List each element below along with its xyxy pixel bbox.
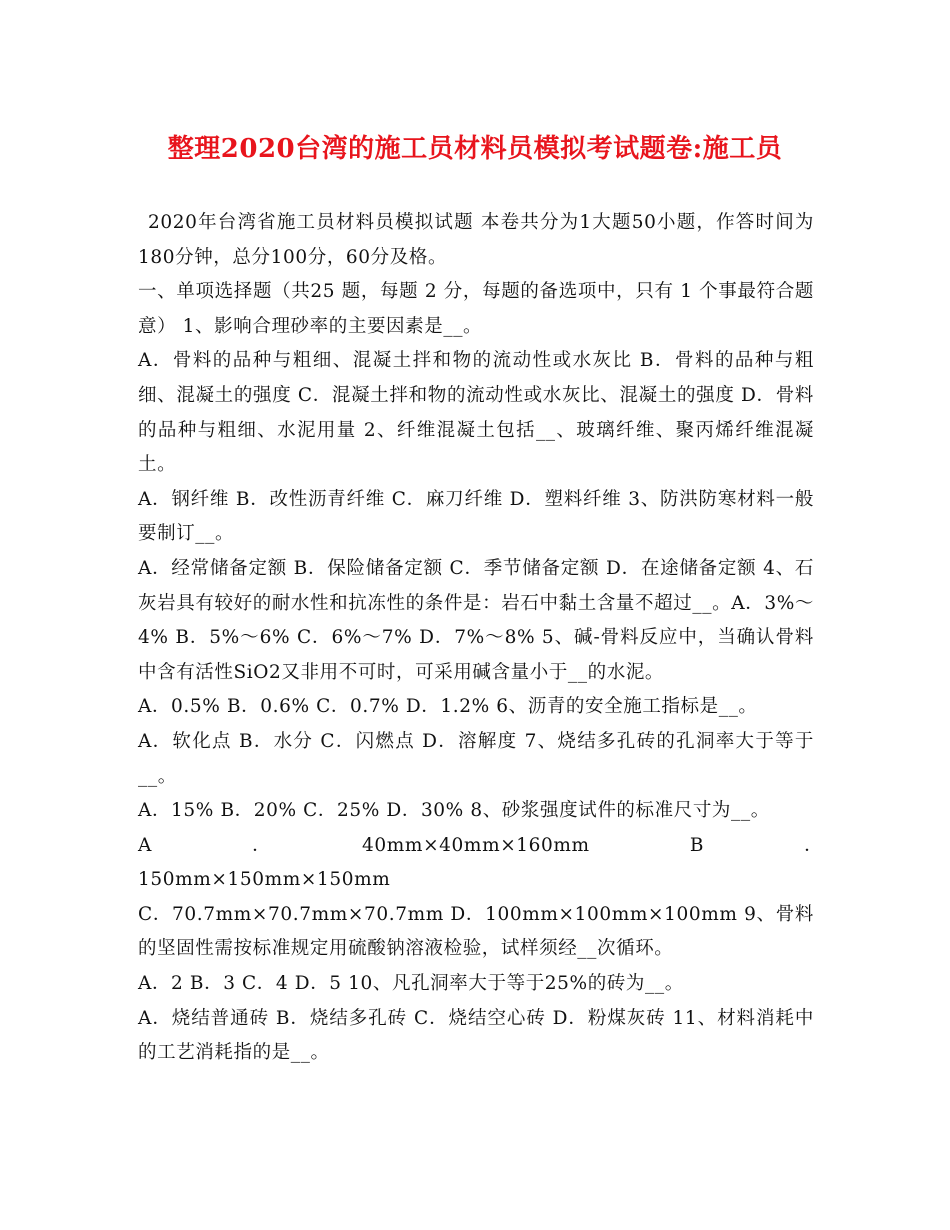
question-paragraph: A．2 B．3 C．4 D．5 10、凡孔洞率大于等于25%的砖为__。 xyxy=(138,973,684,995)
question-paragraph: A．15% B．20% C．25% D．30% 8、砂浆强度试件的标准尺寸为__。 xyxy=(138,800,770,822)
document-body xyxy=(138,206,853,1071)
question-paragraph: A．骨料的品种与粗细、混凝土拌和物的流动性或水灰比 B．骨料的品种与粗细、混凝土的强度 C．混凝土拌和物的流动性或水灰比、混凝土的强度 D．骨料的品种与粗细、水泥用量 2、纤维混凝土包括__、玻璃纤维、聚丙烯纤维混凝土。 xyxy=(138,350,814,476)
document-title: 整理2020台湾的施工员材料员模拟考试题卷:施工员 xyxy=(167,134,783,164)
question-paragraph: A．0.5% B．0.6% C．0.7% D．1.2% 6、沥青的安全施工指标是__。 xyxy=(138,696,758,718)
question-paragraph: A．烧结普通砖 B．烧结多孔砖 C．烧结空心砖 D．粉煤灰砖 11、材料消耗中的工艺消耗指的是__。 xyxy=(138,1007,814,1064)
question-paragraph: C．70.7mm×70.7mm×70.7mm D．100mm×100mm×100mm 9、骨料的坚固性需按标准规定用硫酸钠溶液检验，试样须经__次循环。 xyxy=(138,903,814,960)
question-paragraph: A．钢纤维 B．改性沥青纤维 C．麻刀纤维 D．塑料纤维 3、防洪防寒材料一般要制订__。 xyxy=(138,488,814,545)
question-paragraph: A ． 40mm×40mm×160mm B ． 150mm×150mm×150mm xyxy=(138,834,853,891)
section-heading-paragraph: 一、单项选择题（共25 题，每题 2 分，每题的备选项中，只有 1 个事最符合题意） 1、影响合理砂率的主要因素是__。 xyxy=(138,281,814,337)
intro-paragraph: 2020年台湾省施工员材料员模拟试题 本卷共分为1大题50小题，作答时间为180分钟，总分100分，60分及格。 xyxy=(138,212,814,268)
question-paragraph: A．经常储备定额 B．保险储备定额 C．季节储备定额 D．在途储备定额 4、石灰岩具有较好的耐水性和抗冻性的条件是：岩石中黏土含量不超过__。A．3%～4% B．5%～6% C．6%～7% D．7%～8% 5、碱-骨料反应中，当确认骨料中含有活性SiO2又非用不可时，可采用碱含量小于__的水泥。 xyxy=(138,557,814,683)
question-paragraph: A．软化点 B．水分 C．闪燃点 D．溶解度 7、烧结多孔砖的孔洞率大于等于__。 xyxy=(138,730,814,787)
